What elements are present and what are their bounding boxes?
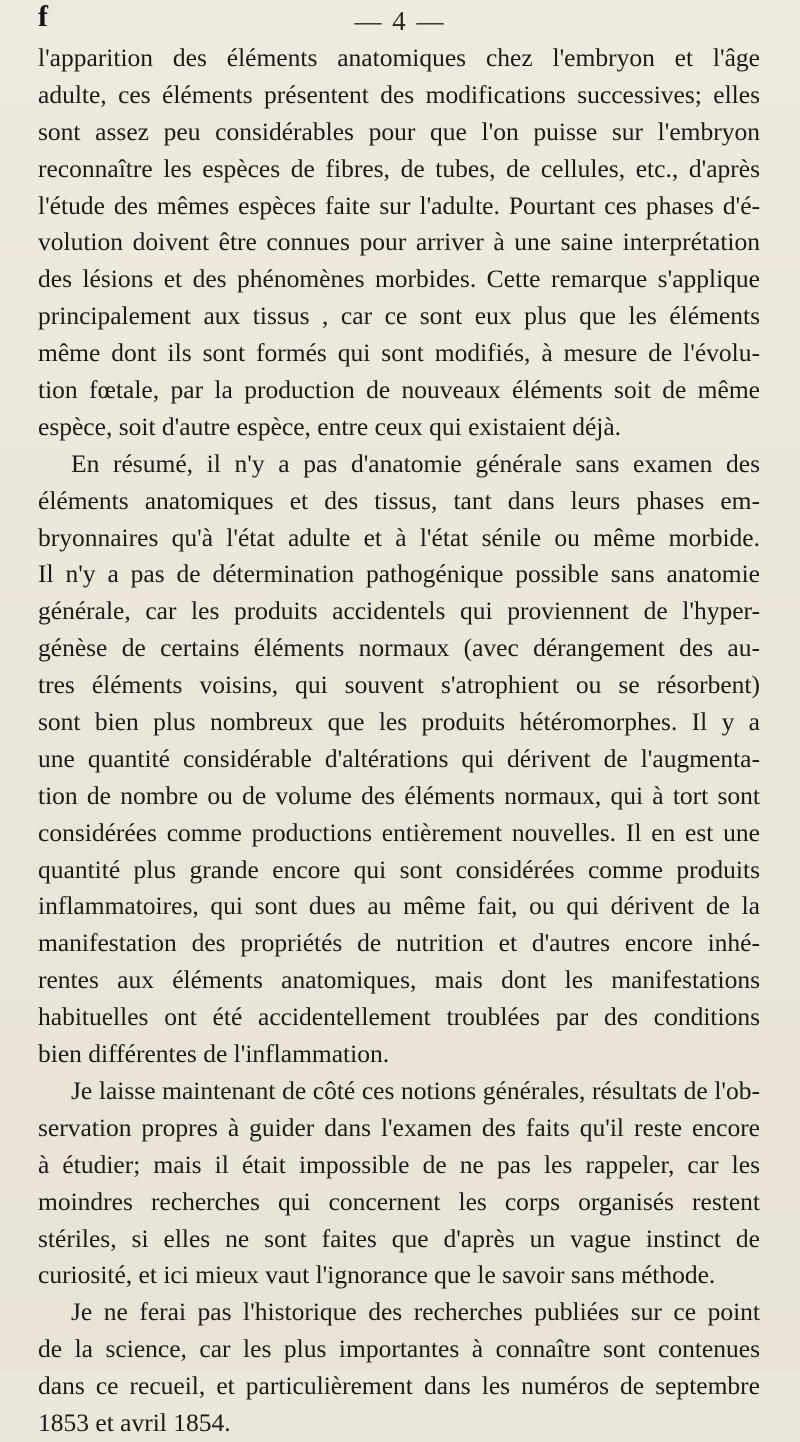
- text-line: Il n'y a pas de détermination pathogénique possible sans anatomie: [38, 559, 760, 589]
- text-line: l'apparition des éléments anatomiques chez l'embryon et l'âge: [38, 43, 760, 72]
- text-line: Je laisse maintenant de côté ces notions générales, résultats de l'ob-: [71, 1075, 760, 1105]
- text-line: 1853 et avril 1854.: [38, 1407, 231, 1437]
- paragraph: [38, 40, 760, 446]
- text-line: à étudier; mais il était impossible de ne pas les rappeler, car les: [38, 1149, 760, 1179]
- text-line: quantité plus grande encore qui sont considérées comme produits: [38, 854, 760, 884]
- paragraph: [38, 1294, 760, 1442]
- text-line: génèse de certains éléments normaux (avec dérangement des au-: [38, 633, 760, 663]
- text-line: reconnaître les espèces de fibres, de tubes, de cellules, etc., d'après: [38, 153, 760, 183]
- text-line: de la science, car les plus importantes à connaître sont contenues: [38, 1334, 760, 1364]
- body-text: [38, 40, 760, 1442]
- text-line: tres éléments voisins, qui souvent s'atrophient ou se résorbent): [38, 670, 760, 700]
- text-line: curiosité, et ici mieux vaut l'ignorance que le savoir sans méthode.: [38, 1260, 716, 1290]
- text-line: servation propres à guider dans l'examen des faits qu'il reste encore: [38, 1112, 760, 1142]
- text-line: bryonnaires qu'à l'état adulte et à l'état sénile ou même morbide.: [38, 522, 760, 552]
- text-line: générale, car les produits accidentels qui proviennent de l'hyper-: [38, 596, 760, 626]
- text-line: tion fœtale, par la production de nouveaux éléments soit de même: [38, 375, 760, 405]
- text-line: dans ce recueil, et particulièrement dans les numéros de septembre: [38, 1371, 760, 1401]
- text-line: considérées comme productions entièrement nouvelles. Il en est une: [38, 817, 760, 847]
- text-line: inflammatoires, qui sont dues au même fait, ou qui dérivent de la: [38, 891, 760, 921]
- text-line: moindres recherches qui concernent les corps organisés restent: [38, 1186, 760, 1216]
- text-line: adulte, ces éléments présentent des modifications successives; elles: [38, 79, 760, 109]
- text-line: même dont ils sont formés qui sont modifiés, à mesure de l'évolu-: [38, 338, 760, 368]
- text-line: En résumé, il n'y a pas d'anatomie générale sans examen des: [71, 448, 760, 478]
- page-number: — 4 —: [354, 6, 446, 36]
- text-line: sont assez peu considérables pour que l'on puisse sur l'embryon: [38, 116, 760, 146]
- margin-mark: f: [38, 0, 48, 33]
- text-line: Je ne ferai pas l'historique des recherches publiées sur ce point: [71, 1297, 760, 1327]
- text-line: une quantité considérable d'altérations qui dérivent de l'augmenta-: [38, 743, 760, 773]
- text-line: espèce, soit d'autre espèce, entre ceux qui existaient déjà.: [38, 411, 622, 441]
- text-line: habituelles ont été accidentellement troublées par des conditions: [38, 1002, 760, 1032]
- text-line: rentes aux éléments anatomiques, mais dont les manifestations: [38, 965, 760, 995]
- text-line: l'étude des mêmes espèces faite sur l'adulte. Pourtant ces phases d'é-: [38, 190, 760, 220]
- text-line: sont bien plus nombreux que les produits hétéromorphes. Il y a: [38, 707, 760, 737]
- text-line: bien différentes de l'inflammation.: [38, 1039, 390, 1069]
- text-line: volution doivent être connues pour arriver à une saine interprétation: [38, 227, 760, 257]
- text-line: éléments anatomiques et des tissus, tant dans leurs phases em-: [38, 485, 760, 515]
- text-line: des lésions et des phénomènes morbides. Cette remarque s'applique: [38, 264, 760, 294]
- text-line: manifestation des propriétés de nutrition et d'autres encore inhé-: [38, 928, 760, 958]
- paragraph: [38, 1073, 760, 1294]
- text-line: stériles, si elles ne sont faites que d'après un vague instinct de: [38, 1223, 760, 1253]
- text-line: tion de nombre ou de volume des éléments normaux, qui à tort sont: [38, 780, 760, 810]
- paragraph: [38, 446, 760, 1073]
- text-line: principalement aux tissus , car ce sont eux plus que les éléments: [38, 301, 760, 331]
